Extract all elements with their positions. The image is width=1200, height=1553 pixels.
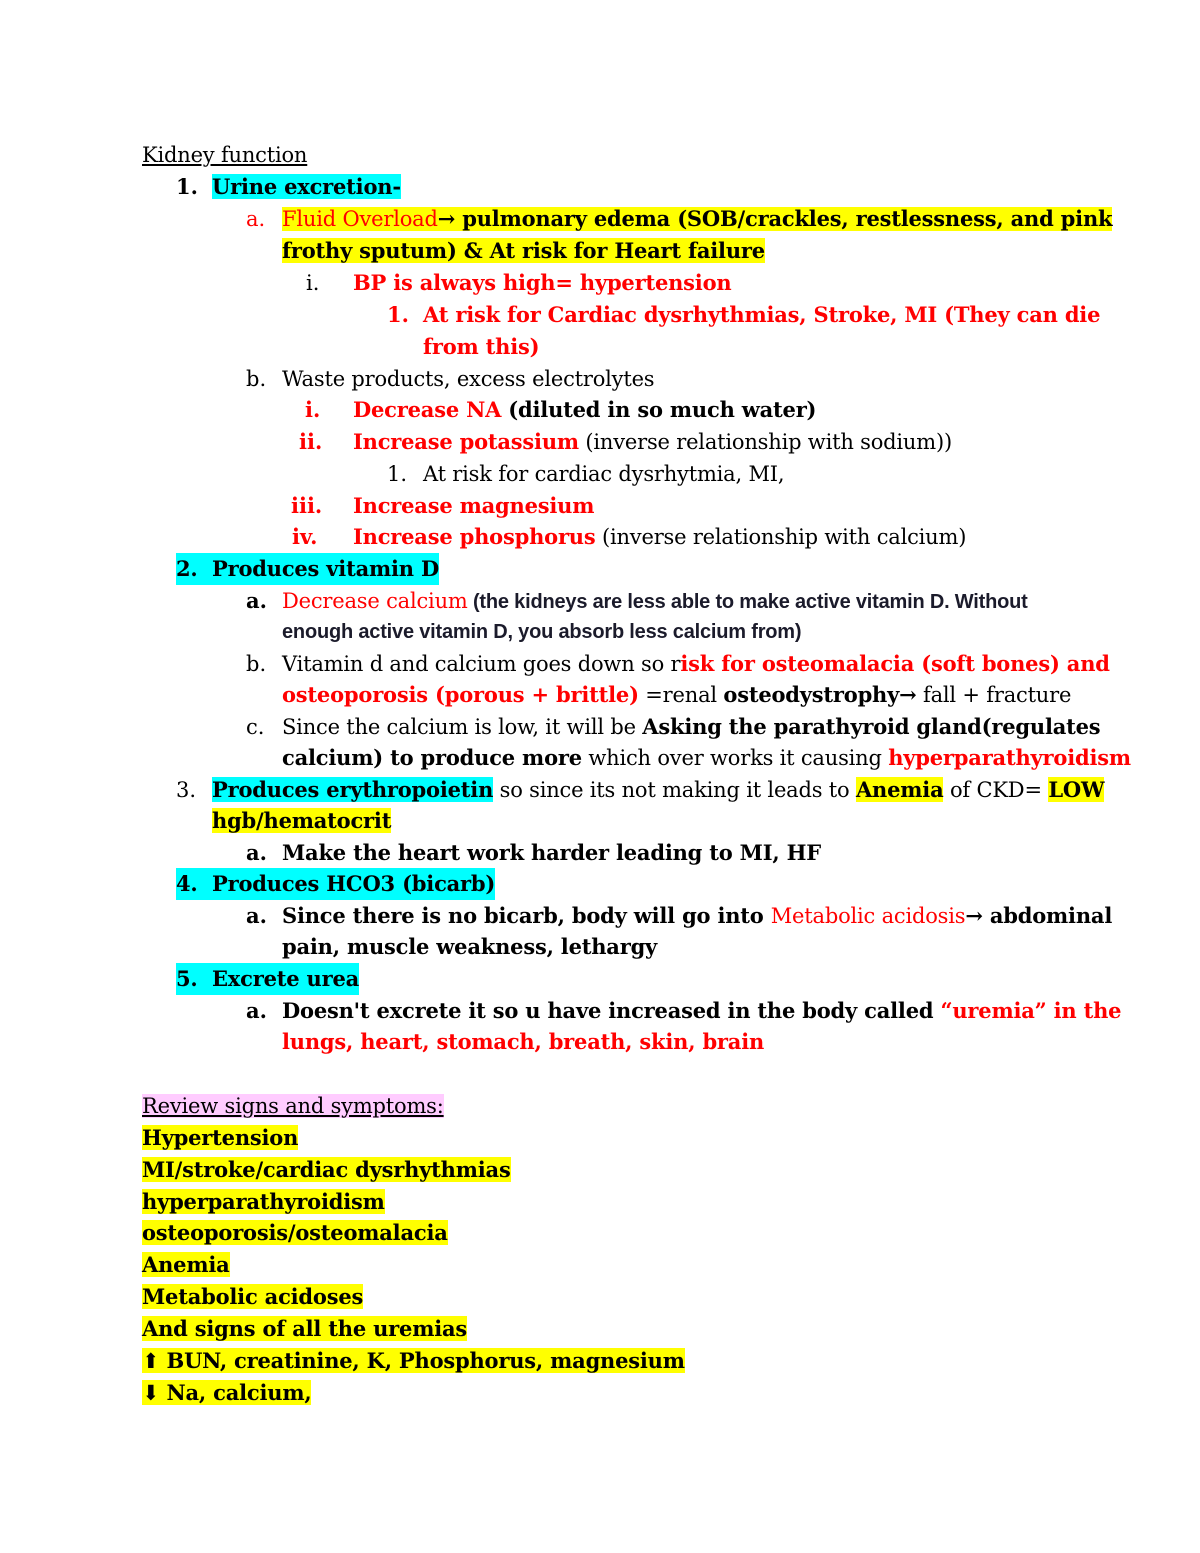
list-roman: iv. xyxy=(292,524,318,549)
highlight-text: Metabolic acidoses xyxy=(142,1284,364,1309)
red-text: Decrease calcium xyxy=(282,589,468,613)
list-item-continuation: from this) xyxy=(423,334,540,359)
list-item xyxy=(282,648,1110,680)
review-item-decrease xyxy=(142,1377,311,1409)
highlight-block xyxy=(142,1380,311,1405)
highlight-text: MI/stroke/cardiac dysrhythmias xyxy=(142,1157,511,1182)
list-letter: a. xyxy=(246,588,267,613)
highlight-text: hgb/hematocrit xyxy=(212,808,392,833)
list-item xyxy=(353,394,816,426)
list-roman: iii. xyxy=(291,493,323,518)
list-item xyxy=(353,521,966,553)
highlight-text: And signs of all the uremias xyxy=(142,1316,468,1341)
list-item-continuation xyxy=(282,235,765,267)
review-item-increase xyxy=(142,1345,685,1377)
list-letter: a. xyxy=(246,998,267,1023)
list-item-continuation xyxy=(212,805,391,837)
title-text: Kidney function xyxy=(142,143,308,167)
red-text: Metabolic acidosis xyxy=(770,904,966,928)
list-item xyxy=(282,995,1121,1027)
bold-text: abdominal xyxy=(982,903,1113,928)
list-item-continuation: lungs, heart, stomach, breath, skin, brain xyxy=(282,1029,765,1054)
plain-text: of CKD= xyxy=(943,778,1049,802)
list-item-continuation: pain, muscle weakness, lethargy xyxy=(282,934,658,959)
plain-text: =renal xyxy=(638,683,724,707)
list-item xyxy=(353,426,952,458)
plain-text: (inverse relationship with calcium) xyxy=(595,525,967,549)
highlight-block xyxy=(176,868,495,900)
bold-text: (diluted in so much water) xyxy=(501,397,817,422)
plain-text: fall + fracture xyxy=(916,683,1072,707)
highlight-text: BUN, creatinine, K, Phosphorus, magnesium xyxy=(159,1348,685,1373)
down-arrow-icon: ⬇ xyxy=(142,1380,160,1405)
bold-text: (the kidneys are less able to make active vitamin D. Without xyxy=(467,591,1028,613)
review-heading xyxy=(142,1090,444,1122)
list-item-continuation xyxy=(282,679,1071,711)
list-letter: a. xyxy=(246,207,266,231)
review-item xyxy=(142,1154,511,1186)
review-item xyxy=(142,1186,385,1218)
list-letter: c. xyxy=(246,715,265,739)
right-arrow-icon: → xyxy=(965,903,983,928)
plain-text: so since its not making it leads to xyxy=(493,778,856,802)
red-text: Fluid Overload xyxy=(282,207,438,231)
section-heading-urine-excretion xyxy=(212,171,401,203)
red-text: isk for osteomalacia (soft bones) and xyxy=(680,651,1110,676)
red-text: Increase potassium xyxy=(353,429,579,454)
list-item xyxy=(282,585,1028,617)
highlight-text: Anemia xyxy=(855,777,944,802)
list-item: Increase magnesium xyxy=(353,493,595,518)
bold-text: calcium) to produce more xyxy=(282,745,582,770)
list-letter: b. xyxy=(246,367,267,391)
plain-text: which over works it causing xyxy=(581,746,889,770)
highlight-text: 2. Produces vitamin D xyxy=(176,553,439,585)
review-item xyxy=(142,1281,363,1313)
red-text: Increase phosphorus xyxy=(353,524,596,549)
page-title xyxy=(142,139,307,171)
plain-text: Since the calcium is low, it will be xyxy=(282,715,643,739)
right-arrow-icon: → xyxy=(437,206,456,231)
list-item xyxy=(282,900,1112,932)
highlight-text: Produces erythropoietin xyxy=(212,777,494,802)
list-number: 4. xyxy=(176,871,198,896)
review-item xyxy=(142,1249,230,1281)
highlight-text: Urine excretion- xyxy=(212,174,401,199)
list-item xyxy=(282,203,1112,235)
list-item xyxy=(282,711,1100,743)
highlight-block xyxy=(176,963,359,995)
up-arrow-icon: ⬆ xyxy=(142,1348,160,1373)
list-roman: i. xyxy=(305,397,321,422)
review-item xyxy=(142,1217,448,1249)
list-letter: a. xyxy=(246,903,267,928)
right-arrow-icon: → xyxy=(899,682,917,707)
list-item: BP is always high= hypertension xyxy=(353,270,732,295)
section-heading-hco3 xyxy=(176,868,495,900)
highlight-text: LOW xyxy=(1048,777,1105,802)
highlight-text: Hypertension xyxy=(142,1125,299,1150)
list-item: At risk for Cardiac dysrhythmias, Stroke, MI (They can die xyxy=(423,302,1101,327)
review-item xyxy=(142,1122,298,1154)
red-text: hyperparathyroidism xyxy=(888,745,1131,770)
list-number: 2. xyxy=(176,556,198,581)
highlight-text: Produces HCO3 (bicarb) xyxy=(212,871,496,896)
list-number: 3. xyxy=(176,778,197,802)
highlight-text: Review signs and symptoms: xyxy=(142,1094,444,1118)
red-text: Decrease NA xyxy=(353,397,502,422)
highlight-text: osteoporosis/osteomalacia xyxy=(142,1220,448,1245)
section-heading-vitamin-d xyxy=(176,553,439,585)
highlight-text: Anemia xyxy=(142,1252,230,1277)
bold-text: Doesn't excrete it so u have increased in the body called xyxy=(282,998,941,1023)
highlight-text: Na, calcium, xyxy=(159,1380,312,1405)
highlight-text: hyperparathyroidism xyxy=(142,1189,385,1214)
list-item: Make the heart work harder leading to MI, HF xyxy=(282,840,821,865)
bold-text: Since there is no bicarb, body will go into xyxy=(282,903,771,928)
list-roman: ii. xyxy=(299,429,323,454)
section-heading-urea xyxy=(176,963,359,995)
list-number: 1. xyxy=(387,462,408,486)
highlight-text: frothy sputum) & At risk for Heart failure xyxy=(282,238,765,263)
list-roman: i. xyxy=(306,271,320,295)
list-letter: b. xyxy=(246,652,267,676)
highlight-block xyxy=(142,1348,685,1373)
list-letter: a. xyxy=(246,840,267,865)
review-item xyxy=(142,1313,467,1345)
plain-text: (inverse relationship with sodium)) xyxy=(578,430,952,454)
list-item-continuation xyxy=(282,742,1131,774)
red-text: “uremia” in the xyxy=(940,998,1122,1023)
list-number: 1. xyxy=(176,174,198,199)
bold-text: pulmonary edema (SOB/crackles, restlessness, and pink xyxy=(455,206,1113,231)
bold-text: Asking the parathyroid gland(regulates xyxy=(642,714,1101,739)
list-item-continuation: enough active vitamin D, you absorb less calcium from) xyxy=(282,621,802,643)
list-item: Waste products, excess electrolytes xyxy=(282,367,655,391)
list-number: 1. xyxy=(387,302,409,327)
list-number: 5. xyxy=(176,966,198,991)
list-item: At risk for cardiac dysrhytmia, MI, xyxy=(423,462,785,486)
highlight-text: Excrete urea xyxy=(212,966,360,991)
bold-text: osteodystrophy xyxy=(723,682,900,707)
plain-text: Vitamin d and calcium goes down so r xyxy=(282,652,681,676)
red-text: osteoporosis (porous + brittle) xyxy=(282,682,639,707)
section-heading-erythropoietin xyxy=(212,774,1104,806)
